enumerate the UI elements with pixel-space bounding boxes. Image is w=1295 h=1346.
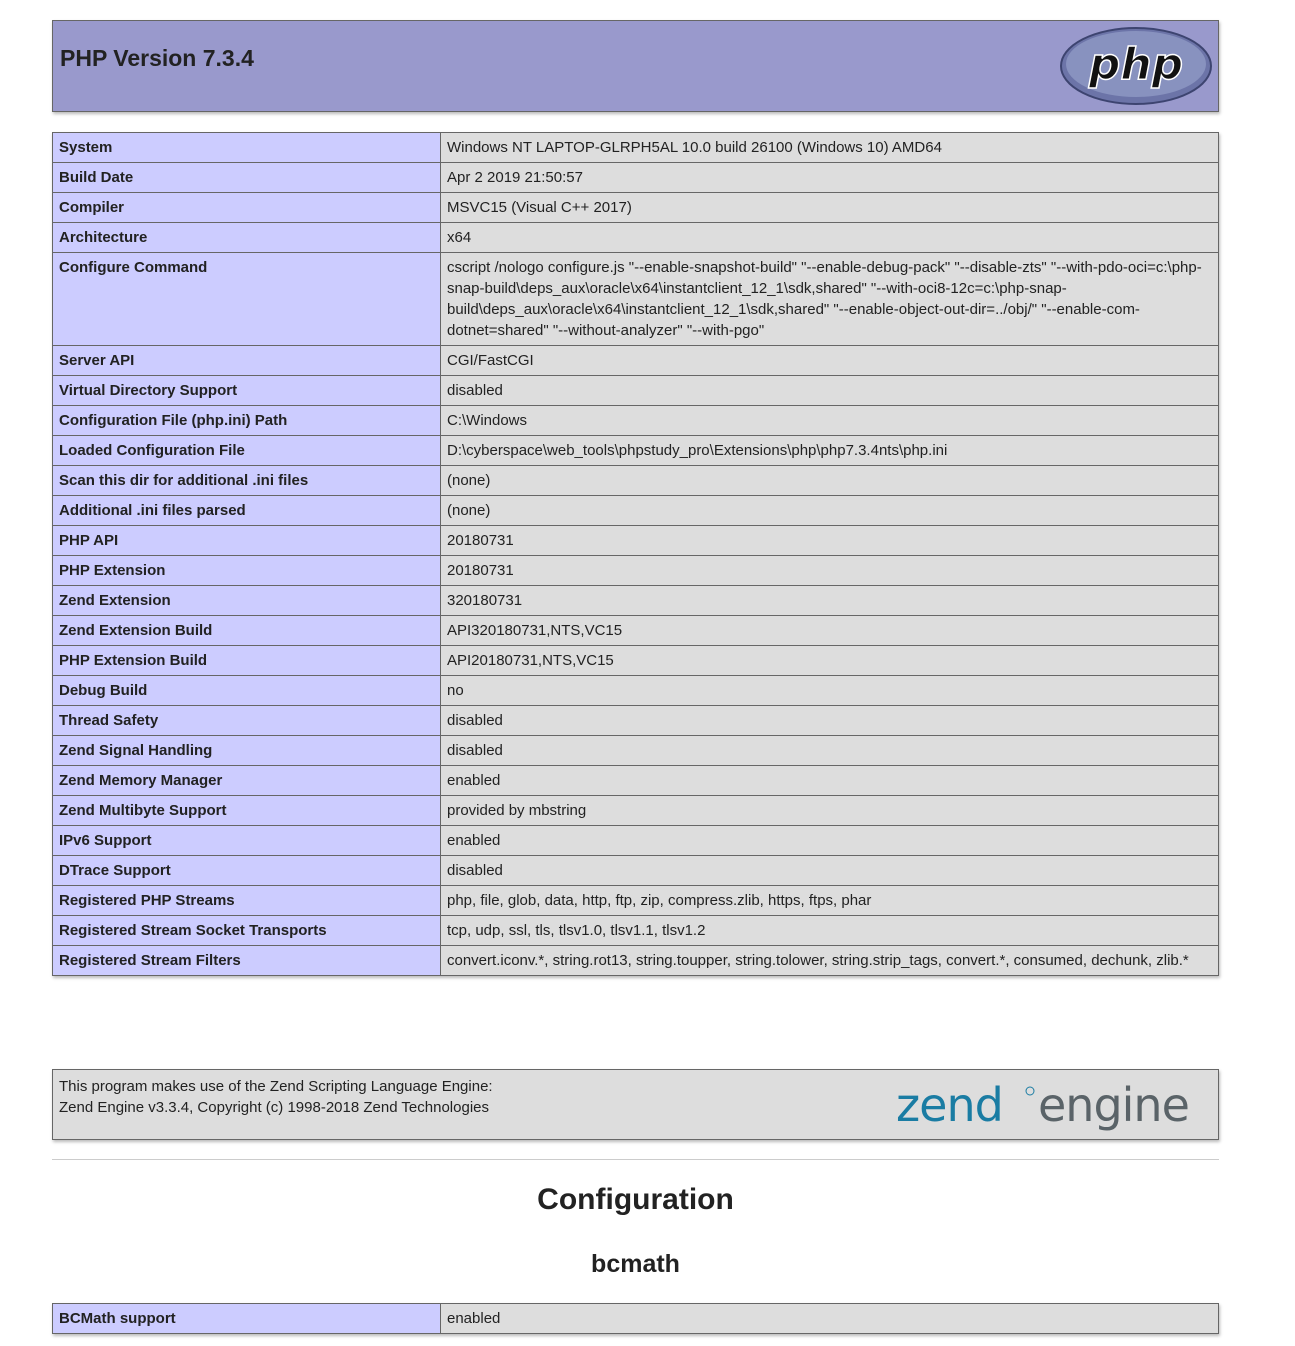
zend-engine-logo-icon[interactable]: [896, 1075, 1212, 1137]
row-label: System: [53, 133, 441, 163]
row-label: Thread Safety: [53, 706, 441, 736]
row-label: Compiler: [53, 193, 441, 223]
row-label: Registered Stream Filters: [53, 946, 441, 976]
zend-logo-word-zend: zend: [896, 1078, 1003, 1132]
row-label: Architecture: [53, 223, 441, 253]
row-label: BCMath support: [53, 1304, 441, 1334]
table-row: [53, 766, 1219, 796]
table-row: [53, 496, 1219, 526]
table-row: [53, 376, 1219, 406]
table-row: [53, 346, 1219, 376]
row-label: Zend Extension Build: [53, 616, 441, 646]
row-label: IPv6 Support: [53, 826, 441, 856]
table-row: [53, 586, 1219, 616]
row-label: Loaded Configuration File: [53, 436, 441, 466]
zend-logo-word-engine: engine: [1038, 1078, 1189, 1132]
table-row: [53, 436, 1219, 466]
row-value: (none): [441, 466, 1219, 496]
php-logo-icon[interactable]: [1060, 27, 1212, 105]
version-header: [52, 20, 1219, 112]
row-value: C:\Windows: [441, 406, 1219, 436]
row-value: Apr 2 2019 21:50:57: [441, 163, 1219, 193]
row-value: Windows NT LAPTOP-GLRPH5AL 10.0 build 26100 (Windows 10) AMD64: [441, 133, 1219, 163]
table-row: [53, 706, 1219, 736]
table-row: [53, 1304, 1219, 1334]
row-label: PHP Extension: [53, 556, 441, 586]
row-label: Virtual Directory Support: [53, 376, 441, 406]
row-value: 20180731: [441, 526, 1219, 556]
section-divider: [52, 1159, 1219, 1160]
row-value: CGI/FastCGI: [441, 346, 1219, 376]
module-heading-bcmath: bcmath: [591, 1250, 680, 1278]
table-row: [53, 646, 1219, 676]
table-row: [53, 253, 1219, 346]
table-row: [53, 406, 1219, 436]
row-value: convert.iconv.*, string.rot13, string.toupper, string.tolower, string.strip_tags, convert.*, consumed, dechunk, zlib.*: [441, 946, 1219, 976]
row-label: Zend Memory Manager: [53, 766, 441, 796]
row-label: Configuration File (php.ini) Path: [53, 406, 441, 436]
table-row: [53, 916, 1219, 946]
row-label: Server API: [53, 346, 441, 376]
row-value: enabled: [441, 1304, 1219, 1334]
row-value: disabled: [441, 856, 1219, 886]
table-row: [53, 223, 1219, 253]
row-label: PHP API: [53, 526, 441, 556]
php-logo-text: php: [1088, 39, 1184, 90]
row-value: provided by mbstring: [441, 796, 1219, 826]
row-value: (none): [441, 496, 1219, 526]
row-value: disabled: [441, 736, 1219, 766]
info-table: [52, 132, 1219, 976]
table-row: [53, 856, 1219, 886]
row-value: 20180731: [441, 556, 1219, 586]
table-row: [53, 796, 1219, 826]
table-row: [53, 556, 1219, 586]
zend-credit-line-1: This program makes use of the Zend Scripting Language Engine:: [59, 1078, 493, 1095]
row-label: PHP Extension Build: [53, 646, 441, 676]
row-label: Build Date: [53, 163, 441, 193]
table-row: [53, 526, 1219, 556]
table-row: [53, 676, 1219, 706]
table-row: [53, 133, 1219, 163]
table-row: [53, 616, 1219, 646]
row-value: tcp, udp, ssl, tls, tlsv1.0, tlsv1.1, tlsv1.2: [441, 916, 1219, 946]
zend-engine-box: [52, 1069, 1219, 1140]
bcmath-table: [52, 1303, 1219, 1334]
row-value: API320180731,NTS,VC15: [441, 616, 1219, 646]
row-label: Registered PHP Streams: [53, 886, 441, 916]
row-value: x64: [441, 223, 1219, 253]
table-row: [53, 946, 1219, 976]
row-label: Registered Stream Socket Transports: [53, 916, 441, 946]
row-label: Debug Build: [53, 676, 441, 706]
row-value: enabled: [441, 826, 1219, 856]
row-value: MSVC15 (Visual C++ 2017): [441, 193, 1219, 223]
table-row: [53, 736, 1219, 766]
table-row: [53, 193, 1219, 223]
row-label: Zend Multibyte Support: [53, 796, 441, 826]
table-row: [53, 826, 1219, 856]
zend-credit: [59, 1076, 493, 1118]
table-row: [53, 886, 1219, 916]
table-row: [53, 163, 1219, 193]
row-value: 320180731: [441, 586, 1219, 616]
row-value: no: [441, 676, 1219, 706]
zend-credit-line-2: Zend Engine v3.3.4, Copyright (c) 1998-2018 Zend Technologies: [59, 1099, 489, 1116]
zend-logo-registered-icon: [1026, 1087, 1034, 1095]
row-label: Configure Command: [53, 253, 441, 346]
row-label: Zend Extension: [53, 586, 441, 616]
row-value: D:\cyberspace\web_tools\phpstudy_pro\Extensions\php\php7.3.4nts\php.ini: [441, 436, 1219, 466]
row-value: cscript /nologo configure.js "--enable-snapshot-build" "--enable-debug-pack" "--disable-zts" "--with-pdo-oci=c:\php-snap-build\deps_aux\oracle\x64\instantclient_12_1\sdk,shared" "--with-oci8-12c=c:\php-snap-build\deps_aux\oracle\x64\instantclient_12_1\sdk,shared" "--enable-object-out-dir=../obj/" "--enable-com-dotnet=shared" "--without-analyzer" "--with-pgo": [441, 253, 1219, 346]
row-label: DTrace Support: [53, 856, 441, 886]
row-value: enabled: [441, 766, 1219, 796]
row-value: disabled: [441, 376, 1219, 406]
row-value: php, file, glob, data, http, ftp, zip, compress.zlib, https, ftps, phar: [441, 886, 1219, 916]
configuration-heading: Configuration: [537, 1183, 734, 1216]
row-label: Scan this dir for additional .ini files: [53, 466, 441, 496]
row-value: disabled: [441, 706, 1219, 736]
row-label: Additional .ini files parsed: [53, 496, 441, 526]
page-title: PHP Version 7.3.4: [60, 45, 254, 71]
row-label: Zend Signal Handling: [53, 736, 441, 766]
table-row: [53, 466, 1219, 496]
row-value: API20180731,NTS,VC15: [441, 646, 1219, 676]
